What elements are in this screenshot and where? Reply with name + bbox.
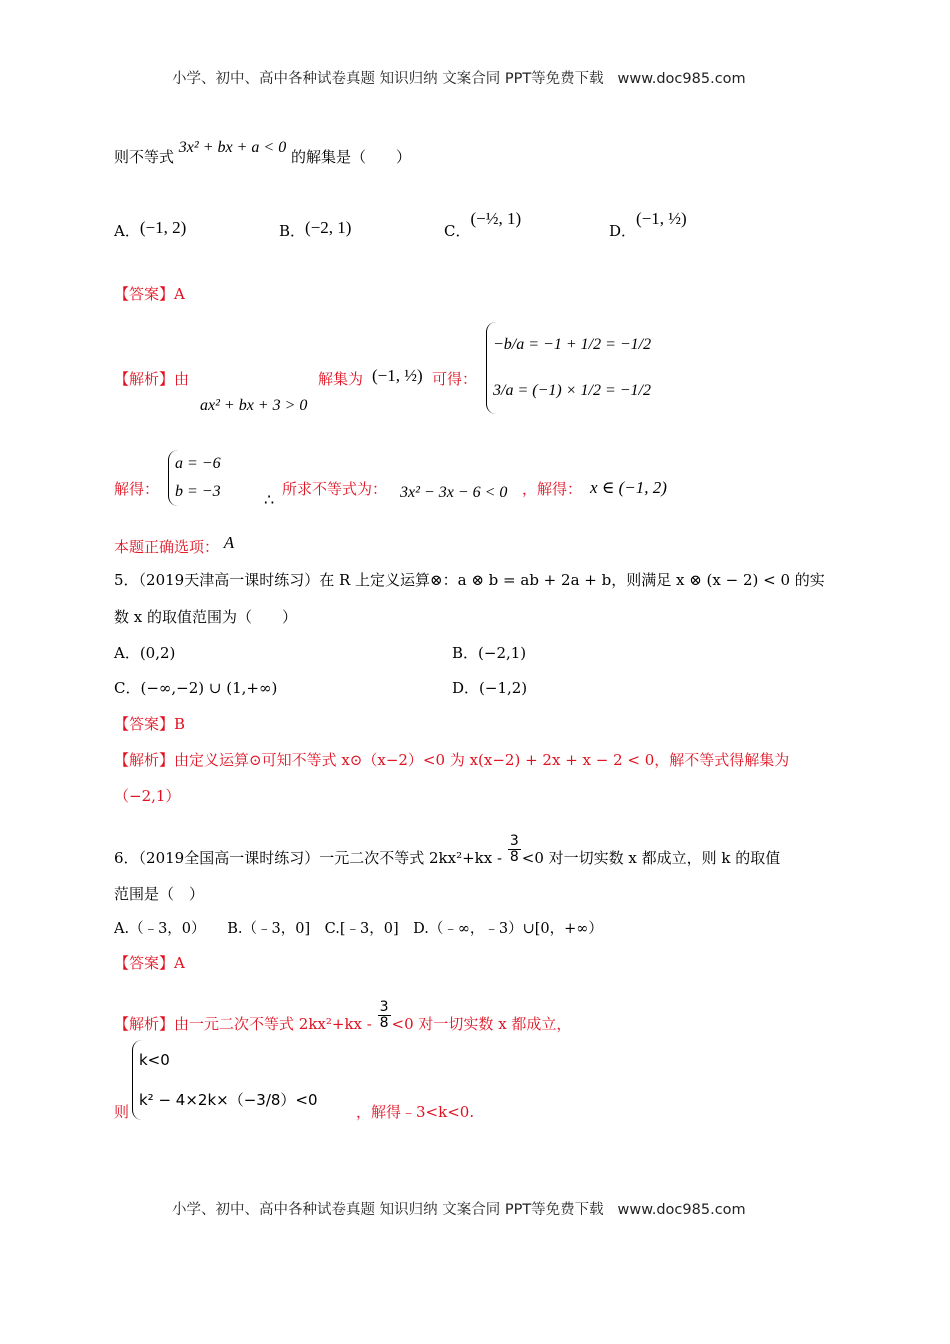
therefore-symbol: ∴ [264,492,275,509]
q4-option-d [609,208,687,240]
q6-options: A.（﹣3，0） B.（﹣3，0] C.[﹣3，0] D.（﹣∞，﹣3）∪[0，+∞） [114,921,603,937]
option-label: A． [114,222,140,240]
q5-analysis-line1: 【解析】由定义运算⊙可知不等式 x⊙（x−2）<0 为 x(x−2) + 2x + x − 2 < 0，解不等式得解集为 [114,751,790,769]
fraction-denominator: 8 [379,1014,389,1031]
q4-stem [114,139,411,167]
page-footer [172,1198,746,1219]
analysis-tag: 【解析】 [114,370,175,388]
q4-inequality: 3x² + bx + a < 0 [178,139,287,156]
q4-option-b [279,220,351,241]
q6-system-eq-2: k² − 4×2k×（−3/8）<0 [139,1091,318,1109]
q6-fraction [508,834,521,864]
footer-text: 小学、初中、高中各种试卷真题 知识归纳 文案合同 PPT等免费下载 [172,1202,604,1218]
q4-analysis-inequality: ax² + bx + 3 > 0 [200,397,308,414]
q4-analysis-system [486,322,651,414]
q6-then: 则 [114,1103,130,1121]
q4-analysis-set: (−1, ½) [372,366,423,385]
q5-option-c: C．(−∞,−2) ∪ (1,+∞) [114,679,278,697]
q5-option-d: D．(−1,2) [452,679,528,697]
q4-option-a [114,220,186,241]
q4-analysis-mid: 解集为 [318,370,364,388]
q6-stem-part-b: <0 对一切实数 x 都成立，则 k 的取值 [521,849,781,868]
q4-suffix: 的解集是（ ） [290,148,411,166]
correct-value: A [223,533,235,552]
q4-answer: 【答案】A [114,285,185,303]
fraction-numerator: 3 [509,833,519,849]
q4-solve-label-2: ，解得： [522,480,583,498]
q4-option-c [444,208,522,240]
q6-analysis-fraction [378,1000,391,1030]
q4-solution-system [168,450,221,506]
fraction-numerator: 3 [379,999,389,1015]
page-header [172,67,746,88]
q4-solve-label: 解得： [114,480,160,498]
q5-option-a: A．(0,2) [114,644,176,662]
q6-system-eq-1: k<0 [139,1051,170,1069]
q5-option-b: B．(−2,1) [452,644,527,662]
q6-stem-line2: 范围是（ ） [114,885,205,903]
q5-analysis-line2: （−2,1） [114,787,181,805]
option-label: C． [444,222,471,240]
q4-result: x ∈ (−1, 2) [590,478,667,497]
q6-system [132,1040,318,1120]
fraction-denominator: 8 [509,848,519,865]
solution-a: a = −6 [175,455,221,472]
q4-required: 所求不等式为： [282,480,388,498]
correct-label: 本题正确选项： [114,538,220,556]
q6-stem-line1 [114,833,781,874]
q6-tail: ，解得﹣3<k<0. [356,1103,475,1121]
option-value: (−2, 1) [305,218,352,237]
q6-answer: 【答案】A [114,954,185,972]
solution-b: b = −3 [175,483,221,500]
option-value: (−1, 2) [139,218,187,237]
q4-correct [114,533,235,557]
system-eq-1: −b/a = −1 + 1/2 = −1/2 [493,336,652,353]
q5-stem-line2: 数 x 的取值范围为（ ） [114,608,297,626]
q5-stem-line1: 5．（2019天津高一课时练习）在 R 上定义运算⊗：a ⊗ b = ab + 2a + b，则满足 x ⊗ (x − 2) < 0 的实 [114,571,825,589]
q6-analysis-part-a: 【解析】由一元二次不等式 2kx²+kx - [114,1015,372,1034]
footer-url: www.doc985.com [617,1202,746,1218]
option-label: D． [609,222,637,240]
analysis-by: 由 [174,370,190,388]
header-text: 小学、初中、高中各种试卷真题 知识归纳 文案合同 PPT等免费下载 [172,71,604,87]
header-url: www.doc985.com [617,71,746,87]
q4-analysis-lead [114,368,189,389]
q4-prefix: 则不等式 [114,148,175,166]
q6-stem-part-a: 6．（2019全国高一课时练习）一元二次不等式 2kx²+kx - [114,849,503,868]
q4-required-inequality: 3x² − 3x − 6 < 0 [400,484,508,501]
option-value: (−1, ½) [636,209,687,228]
q4-analysis-get: 可得： [432,370,478,388]
q6-analysis-part-b: <0 对一切实数 x 都成立， [391,1015,572,1034]
option-label: B． [279,222,306,240]
option-value: (−½, 1) [470,209,522,228]
q5-answer: 【答案】B [114,715,186,733]
system-eq-2: 3/a = (−1) × 1/2 = −1/2 [493,382,651,399]
q6-analysis [114,999,572,1040]
